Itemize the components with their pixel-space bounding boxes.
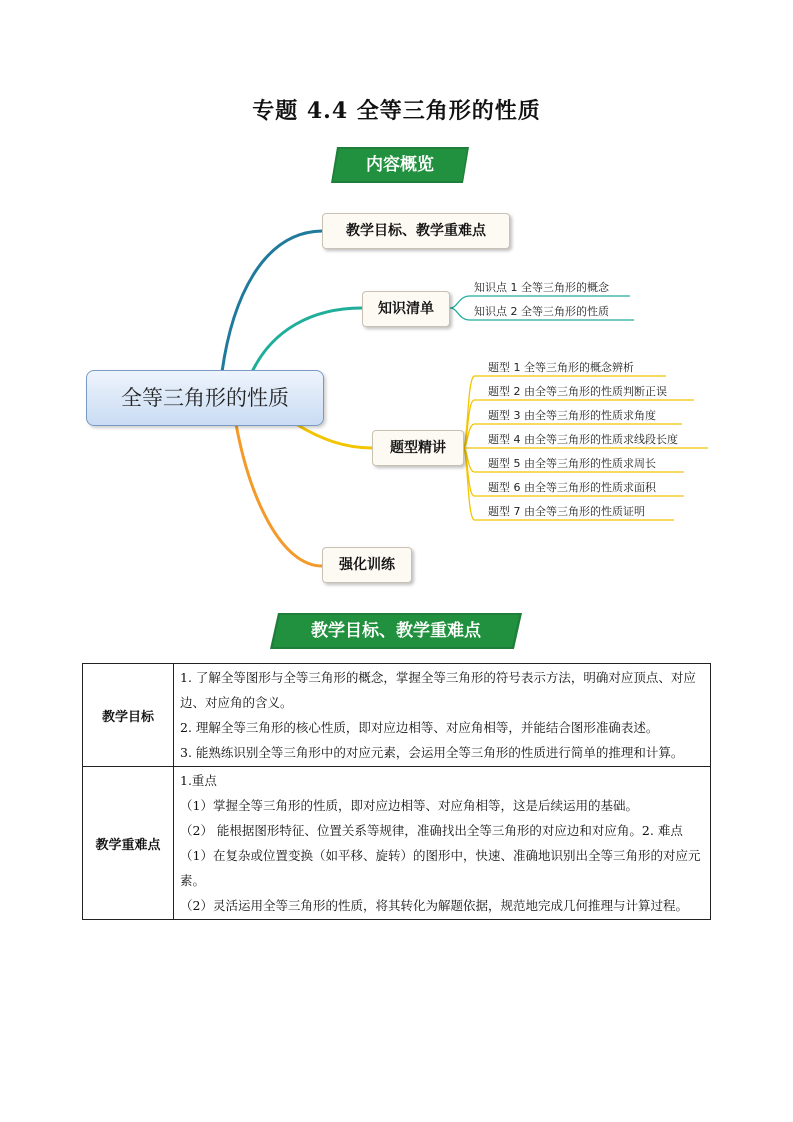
keypoint-line-4: （1）在复杂或位置变换（如平移、旋转）的图形中，快速、准确地识别出全等三角形的对应元素。 (180, 848, 701, 888)
branch-node-practice: 强化训练 (322, 547, 412, 583)
mindmap-root-node: 全等三角形的性质 (86, 370, 324, 426)
type-item-3: 题型 3 由全等三角形的性质求角度 (488, 409, 656, 422)
branch-line-goals (222, 231, 322, 372)
goals-banner-label: 教学目标、教学重难点 (311, 621, 481, 641)
overview-banner (331, 147, 469, 183)
branch-line-practice (236, 424, 322, 566)
overview-banner-label: 内容概览 (366, 155, 434, 175)
table-row (83, 767, 711, 920)
branch-line-knowledge (252, 308, 362, 372)
goal-line-3: 3. 能熟练识别全等三角形中的对应元素，会运用全等三角形的性质进行简单的推理和计算。 (180, 745, 684, 760)
type-item-5: 题型 5 由全等三角形的性质求周长 (488, 457, 656, 470)
keypoint-line-2: （1）掌握全等三角形的性质，即对应边相等、对应角相等，这是后续运用的基础。 (180, 798, 638, 813)
keypoint-line-5: （2）灵活运用全等三角形的性质，将其转化为解题依据，规范地完成几何推理与计算过程。 (180, 898, 688, 913)
types-sub-connector (463, 376, 474, 520)
goal-line-1: 1. 了解全等图形与全等三角形的概念，掌握全等三角形的符号表示方法，明确对应顶点、对应边、对应角的含义。 (180, 670, 696, 710)
row-header-goals: 教学目标 (83, 664, 174, 767)
goals-content (174, 664, 711, 767)
goals-banner (270, 613, 522, 649)
branch-node-knowledge: 知识清单 (362, 291, 450, 327)
keypoint-line-1: 1.重点 (180, 773, 217, 788)
goal-line-2: 2. 理解全等三角形的核心性质，即对应边相等、对应角相等，并能结合图形准确表述。 (180, 720, 659, 735)
branch-node-types: 题型精讲 (372, 430, 464, 466)
type-item-7: 题型 7 由全等三角形的性质证明 (488, 505, 645, 518)
type-item-2: 题型 2 由全等三角形的性质判断正误 (488, 385, 667, 398)
knowledge-item-2: 知识点 2 全等三角形的性质 (474, 305, 609, 318)
table-row (83, 664, 711, 767)
row-header-keypoints: 教学重难点 (83, 767, 174, 920)
knowledge-sub-connector (450, 296, 470, 320)
type-item-4: 题型 4 由全等三角形的性质求线段长度 (488, 433, 678, 446)
keypoints-content (174, 767, 711, 920)
branch-node-goals: 教学目标、教学重难点 (322, 213, 510, 249)
type-item-6: 题型 6 由全等三角形的性质求面积 (488, 481, 656, 494)
keypoint-line-3: （2） 能根据图形特征、位置关系等规律，准确找出全等三角形的对应边和对应角。2. 难点 (180, 823, 683, 838)
branch-line-types (296, 424, 372, 448)
goals-table (82, 663, 711, 920)
type-item-1: 题型 1 全等三角形的概念辨析 (488, 361, 634, 374)
knowledge-item-1: 知识点 1 全等三角形的概念 (474, 281, 609, 294)
page-title: 专题 4.4 全等三角形的性质 (252, 98, 541, 124)
